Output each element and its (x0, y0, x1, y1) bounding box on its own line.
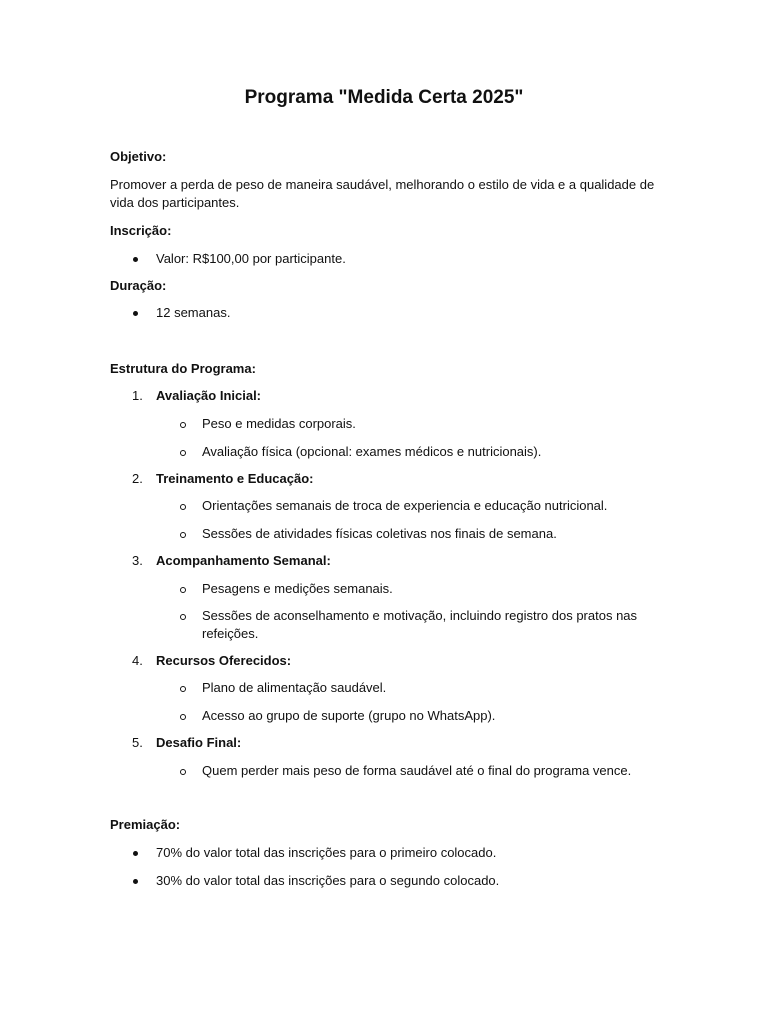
step-title: Avaliação Inicial: (156, 388, 262, 403)
step-item (110, 552, 670, 643)
duracao-list (110, 304, 670, 322)
sub-item-text: Orientações semanais de troca de experiencia e educação nutricional. (202, 498, 608, 513)
objetivo-heading: Objetivo: (110, 149, 167, 164)
estrutura-list (110, 387, 670, 780)
sub-item-text: Quem perder mais peso de forma saudável até o final do programa vence. (202, 763, 632, 778)
step-item (110, 387, 670, 461)
step-sublist (156, 762, 670, 780)
step-item (110, 470, 670, 543)
inscricao-heading: Inscrição: (110, 223, 172, 238)
step-item (110, 652, 670, 725)
premiacao-list (110, 844, 670, 890)
list-item-text: 70% do valor total das inscrições para o primeiro colocado. (156, 845, 497, 860)
circle-bullet-icon (180, 587, 186, 593)
circle-bullet-icon (180, 714, 186, 720)
list-item-text: 30% do valor total das inscrições para o segundo colocado. (156, 873, 500, 888)
page-title: Programa "Medida Certa 2025" (244, 87, 524, 108)
sub-item-text: Peso e medidas corporais. (202, 416, 356, 431)
bullet-icon (133, 851, 138, 856)
list-item-text: Valor: R$100,00 por participante. (156, 251, 346, 266)
step-sublist (156, 580, 670, 643)
bullet-icon (133, 879, 138, 884)
sub-item-text: Avaliação física (opcional: exames médicos e nutricionais). (202, 444, 542, 459)
list-item (110, 304, 670, 322)
circle-bullet-icon (180, 450, 186, 456)
step-number: 1. (132, 388, 143, 403)
sub-item (156, 443, 670, 461)
sub-item-text: Sessões de aconselhamento e motivação, incluindo registro dos pratos nas refeições. (202, 608, 638, 641)
document-content (110, 148, 670, 890)
circle-bullet-icon (180, 686, 186, 692)
estrutura-heading: Estrutura do Programa: (110, 361, 256, 376)
step-item (110, 734, 670, 780)
bullet-icon (133, 257, 138, 262)
sub-item (156, 607, 670, 643)
duracao-heading: Duração: (110, 278, 167, 293)
step-title: Acompanhamento Semanal: (156, 553, 331, 568)
step-number: 2. (132, 471, 143, 486)
inscricao-list (110, 250, 670, 268)
step-number: 4. (132, 653, 143, 668)
sub-item (156, 679, 670, 697)
sub-item (156, 707, 670, 725)
step-number: 5. (132, 735, 143, 750)
circle-bullet-icon (180, 614, 186, 620)
circle-bullet-icon (180, 532, 186, 538)
sub-item (156, 415, 670, 433)
step-sublist (156, 497, 670, 543)
objetivo-text: Promover a perda de peso de maneira saudável, melhorando o estilo de vida e a qualidade de vida dos participantes. (110, 177, 655, 210)
list-item (110, 250, 670, 268)
circle-bullet-icon (180, 422, 186, 428)
sub-item (156, 497, 670, 515)
sub-item (156, 525, 670, 543)
sub-item-text: Acesso ao grupo de suporte (grupo no WhatsApp). (202, 708, 496, 723)
list-item (110, 844, 670, 862)
list-item (110, 872, 670, 890)
sub-item (156, 762, 670, 780)
bullet-icon (133, 311, 138, 316)
premiacao-heading: Premiação: (110, 817, 181, 832)
sub-item-text: Pesagens e medições semanais. (202, 581, 393, 596)
circle-bullet-icon (180, 769, 186, 775)
step-title: Recursos Oferecidos: (156, 653, 292, 668)
list-item-text: 12 semanas. (156, 305, 231, 320)
circle-bullet-icon (180, 504, 186, 510)
sub-item-text: Sessões de atividades físicas coletivas nos finais de semana. (202, 526, 557, 541)
sub-item-text: Plano de alimentação saudável. (202, 680, 387, 695)
step-title: Desafio Final: (156, 735, 242, 750)
step-number: 3. (132, 553, 143, 568)
step-sublist (156, 679, 670, 725)
sub-item (156, 580, 670, 598)
step-title: Treinamento e Educação: (156, 471, 314, 486)
step-sublist (156, 415, 670, 461)
